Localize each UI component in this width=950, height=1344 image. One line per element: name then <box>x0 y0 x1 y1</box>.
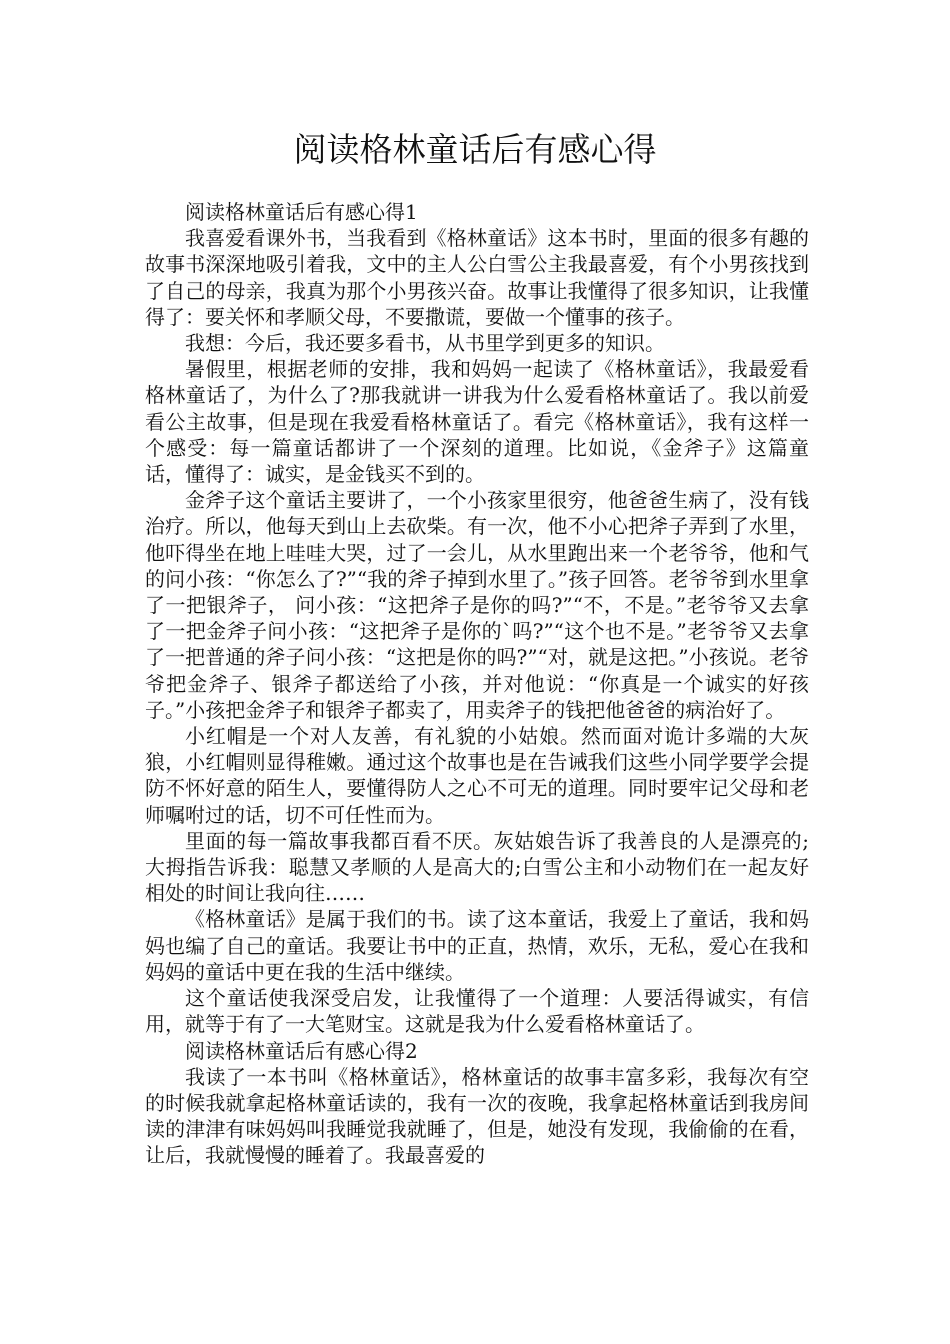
section-heading-1: 阅读格林童话后有感心得1 <box>185 200 418 224</box>
paragraph: 里面的每一篇故事我都百看不厌。灰姑娘告诉了我善良的人是漂亮的;大拇指告诉我：聪慧又孝顺的人是高大的;白雪公主和小动物们在一起友好相处的时间让我向往…… <box>145 828 809 906</box>
paragraph: 这个童话使我深受启发，让我懂得了一个道理：人要活得诚实，有信用，就等于有了一大笔财宝。这就是我为什么爱看格林童话了。 <box>145 986 809 1037</box>
paragraph: 暑假里，根据老师的安排，我和妈妈一起读了《格林童话》，我最爱看格林童话了，为什么了?那我就讲一讲我为什么爱看格林童话了。我以前爱看公主故事，但是现在我爱看格林童话了。看完《格林童话》，我有这样一个感受：每一篇童话都讲了一个深刻的道理。比如说，《金斧子》这篇童话，懂得了：诚实，是金钱买不到的。 <box>145 357 809 487</box>
paragraph: 《格林童话》是属于我们的书。读了这本童话，我爱上了童话，我和妈妈也编了自己的童话。我要让书中的正直，热情，欢乐，无私，爱心在我和妈妈的童话中更在我的生活中继续。 <box>145 907 809 984</box>
paragraph: 我读了一本书叫《格林童话》，格林童话的故事丰富多彩，我每次有空的时候我就拿起格林童话读的，我有一次的夜晚，我拿起格林童话到我房间读的津津有味妈妈叫我睡觉我就睡了，但是，她没有发现，我偷偷的在看，让后，我就慢慢的睡着了。我最喜爱的 <box>145 1064 809 1168</box>
paragraph: 小红帽是一个对人友善，有礼貌的小姑娘。然而面对诡计多端的大灰狼，小红帽则显得稚嫩。通过这个故事也是在告诫我们这些小同学要学会提防不怀好意的陌生人，要懂得防人之心不可无的道理。同时要牢记父母和老师嘱咐过的话，切不可任性而为。 <box>145 724 809 827</box>
paragraph: 金斧子这个童话主要讲了，一个小孩家里很穷，他爸爸生病了，没有钱治疗。所以，他每天到山上去砍柴。有一次，他不小心把斧子弄到了水里，他吓得坐在地上哇哇大哭，过了一会儿，从水里跑出来一个老爷爷，他和气的问小孩：“你怎么了?”“我的斧子掉到水里了。”孩子回答。老爷爷到水里拿了一把银斧子， 问小孩：“这把斧子是你的吗?”“不，不是。”老爷爷又去拿了一把金斧子问小孩：“这把斧子是你的`吗?”“这个也不是。”老爷爷又去拿了一把普通的斧子问小孩：“这把是你的吗?”“对，就是这把。”小孩说。老爷爷把金斧子、银斧子都送给了小孩，并对他说：“你真是一个诚实的好孩子。”小孩把金斧子和银斧子都卖了，用卖斧子的钱把他爸爸的病治好了。 <box>145 488 809 722</box>
section-heading-2: 阅读格林童话后有感心得2 <box>185 1038 418 1063</box>
paragraph: 我想：今后，我还要多看书，从书里学到更多的知识。 <box>185 331 665 356</box>
paragraph: 我喜爱看课外书，当我看到《格林童话》这本书时，里面的很多有趣的故事书深深地吸引着我，文中的主人公白雪公主我最喜爱，有个小男孩找到了自己的母亲，我真为那个小男孩兴奋。故事让我懂得了很多知识，让我懂得了：要关怀和孝顺父母，不要撒谎，要做一个懂事的孩子。 <box>145 226 809 329</box>
document-body <box>145 199 809 1169</box>
document-title: 阅读格林童话后有感心得 <box>293 130 657 169</box>
